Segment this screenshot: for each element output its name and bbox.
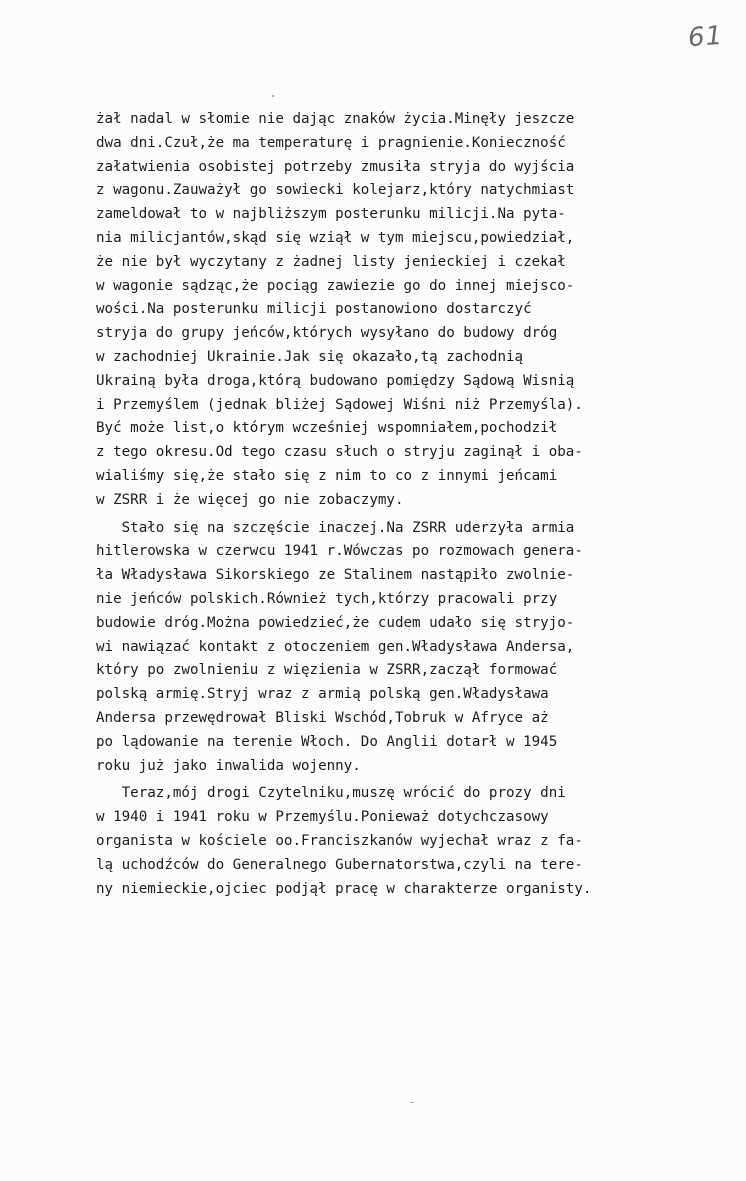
text-line: Ukrainą była droga,którą budowano pomiędzy Sądową Wisnią [96,372,575,389]
text-line: polską armię.Stryj wraz z armią polską gen.Władysława [96,686,549,703]
text-line: ła Władysława Sikorskiego ze Stalinem nastąpiło zwolnie- [96,567,575,584]
paragraph-2 [96,517,676,779]
text-line: żał nadal w słomie nie dając znaków życia.Minęły jeszcze [96,111,575,127]
text-line: Stało się na szczęście inaczej.Na ZSRR uderzyła armia [96,519,575,536]
text-line: dwa dni.Czuł,że ma temperaturę i pragnienie.Konieczność [96,134,566,151]
text-line: wialiśmy się,że stało się z nim to co z innymi jeńcami [96,467,558,484]
page-number: 61 [686,20,725,54]
text-line: który po zwolnieniu z więzienia w ZSRR,zaczął formować [96,662,558,679]
text-line: że nie był wyczytany z żadnej listy jenieckiej i czekał [96,253,566,270]
text-line: hitlerowska w czerwcu 1941 r.Wówczas po rozmowach genera- [96,543,583,560]
paragraph-3 [96,782,676,901]
text-line: ny niemieckie,ojciec podjął pracę w charakterze organisty. [96,880,592,897]
paragraph-1 [96,108,676,513]
text-line: Być może list,o którym wcześniej wspomniałem,pochodził [96,420,558,437]
text-line: z wagonu.Zauważył go sowiecki kolejarz,który natychmiast [96,182,575,199]
text-line: wości.Na posterunku milicji postanowiono dostarczyć [96,301,532,318]
text-line: zameldował to w najbliższym posterunku milicji.Na pyta- [96,206,566,223]
text-line: w ZSRR i że więcej go nie zobaczymy. [96,491,404,508]
text-line: po lądowanie na terenie Włoch. Do Anglii dotarł w 1945 [96,733,558,750]
text-line: budowie dróg.Można powiedzieć,że cudem udało się stryjo- [96,614,575,631]
scan-speck [272,95,274,97]
text-line: stryja do grupy jeńców,których wysyłano do budowy dróg [96,325,558,342]
text-line: załatwienia osobistej potrzeby zmusiła stryja do wyjścia [96,158,575,175]
text-line: nie jeńców polskich.Również tych,którzy pracowali przy [96,590,558,607]
text-line: w 1940 i 1941 roku w Przemyślu.Ponieważ dotychczasowy [96,809,549,826]
text-line: nia milicjantów,skąd się wziął w tym miejscu,powiedział, [96,229,575,246]
text-line: z tego okresu.Od tego czasu słuch o stryju zaginął i oba- [96,444,583,461]
text-line: lą uchodźców do Generalnego Gubernatorstwa,czyli na tere- [96,856,583,873]
scan-speck [410,1102,414,1103]
text-line: w wagonie sądząc,że pociąg zawiezie go do innej miejsco- [96,277,575,294]
text-line: Andersa przewędrował Bliski Wschód,Tobruk w Afryce aż [96,709,549,726]
text-line: Teraz,mój drogi Czytelniku,muszę wrócić do prozy dni [96,785,566,802]
text-line: roku już jako inwalida wojenny. [96,757,361,774]
body-text [96,108,676,901]
text-line: w zachodniej Ukrainie.Jak się okazało,tą zachodnią [96,348,524,365]
text-line: wi nawiązać kontakt z otoczeniem gen.Władysława Andersa, [96,638,575,655]
text-line: i Przemyślem (jednak bliżej Sądowej Wiśni niż Przemyśla). [96,396,583,413]
text-line: organista w kościele oo.Franciszkanów wyjechał wraz z fa- [96,832,583,849]
